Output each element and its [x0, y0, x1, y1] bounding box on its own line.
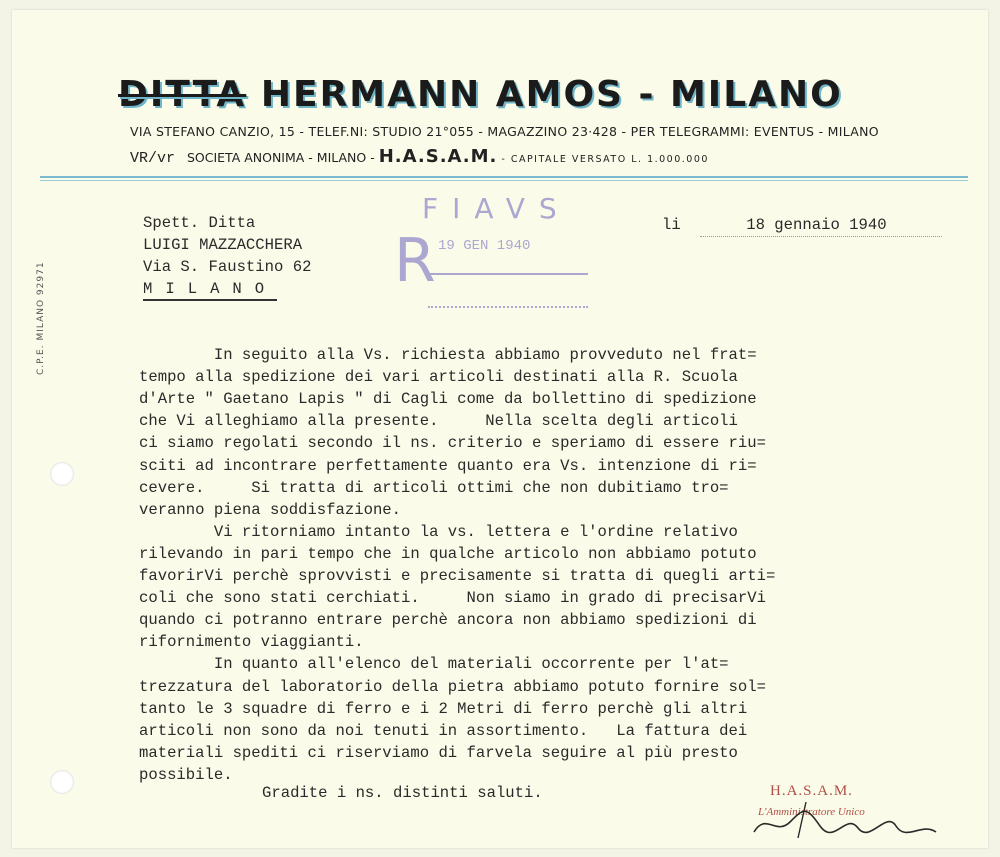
- handwritten-signature: [746, 792, 946, 842]
- body-line: cevere. Si tratta di articoli ottimi che non dubitiamo tro=: [139, 478, 729, 497]
- stamp-line: [428, 273, 588, 275]
- body-line: veranno piena soddisfazione.: [139, 500, 402, 519]
- letterhead-rule: [40, 180, 968, 181]
- signature-role: L'Amministratore Unico: [758, 806, 865, 818]
- stamp-header: FIAVS: [422, 192, 571, 225]
- recipient-city: MILANO: [143, 280, 277, 301]
- capital-text: - CAPITALE VERSATO L. 1.000.000: [501, 154, 709, 165]
- punch-hole: [50, 462, 74, 486]
- date-prefix: li: [662, 216, 681, 234]
- letterhead-company-line: [130, 146, 709, 167]
- struck-word: DITTA: [118, 74, 247, 115]
- body-line: coli che sono stati cerchiati. Non siamo in grado di precisarVi: [139, 589, 766, 608]
- body-line: articoli non sono da noi tenuti in assortimento. La fattura dei: [139, 721, 748, 740]
- recipient-street: Via S. Faustino 62: [143, 258, 312, 276]
- body-line: quando ci potranno entrare perchè ancora non abbiamo spedizioni di: [139, 611, 757, 630]
- registered-mail-stamp: [392, 188, 602, 318]
- body-line: trezzatura del laboratorio della pietra abbiamo potuto fornire sol=: [139, 677, 766, 696]
- body-line: materiali spediti ci riserviamo di farvela seguire al più presto: [139, 743, 738, 762]
- body-line: In seguito alla Vs. richiesta abbiamo provveduto nel frat=: [139, 346, 757, 364]
- closing-line: Gradite i ns. distinti saluti.: [262, 784, 543, 802]
- letterhead-contact-line: VIA STEFANO CANZIO, 15 - TELEF.NI: STUDIO 21°055 - MAGAZZINO 23·428 - PER TELEGRAMMI: EVENTUS - MILANO: [130, 124, 879, 139]
- body-line: In quanto all'elenco del materiali occorrente per l'at=: [139, 655, 729, 674]
- punch-hole: [50, 770, 74, 794]
- letterhead-rule: [40, 176, 968, 178]
- body-line: tempo alla spedizione dei vari articoli destinati alla R. Scuola: [139, 368, 738, 387]
- body-line: sciti ad incontrare perfettamente quanto era Vs. intenzione di ri=: [139, 456, 757, 475]
- brand-name: H.A.S.A.M.: [378, 146, 498, 167]
- company-type: SOCIETA ANONIMA - MILANO -: [186, 150, 375, 165]
- body-line: tanto le 3 squadre di ferro e i 2 Metri di ferro perchè gli altri: [139, 699, 748, 718]
- body-line: ci siamo regolati secondo il ns. criterio e speriamo di essere riu=: [139, 434, 766, 453]
- signature-company: H.A.S.A.M.: [770, 783, 853, 799]
- reference-initials: VR/vr: [130, 150, 176, 167]
- body-line: Vi ritorniamo intanto la vs. lettera e l'ordine relativo: [139, 522, 738, 541]
- side-print-code: C.P.E. MILANO 92971: [36, 261, 46, 375]
- recipient-city-wrap: [143, 280, 277, 298]
- letter-date: [662, 216, 887, 234]
- stamp-line: [428, 306, 588, 308]
- body-line: favorirVi perchè sprovvisti e precisamente si tratta di quegli arti=: [139, 567, 776, 585]
- letterhead-title: [118, 74, 898, 115]
- body-line: rifornimento viaggianti.: [139, 633, 364, 652]
- recipient-salutation: Spett. Ditta: [143, 214, 256, 232]
- company-name: HERMANN AMOS - MILANO: [260, 74, 843, 115]
- body-line: d'Arte " Gaetano Lapis " di Cagli come da bollettino di spedizione: [139, 390, 757, 409]
- date-value: 18 gennaio 1940: [746, 216, 887, 234]
- recipient-name: LUIGI MAZZACCHERA: [143, 236, 303, 254]
- stamp-letter: R: [394, 226, 436, 296]
- body-line: che Vi alleghiamo alla presente. Nella scelta degli articoli: [139, 412, 738, 431]
- date-underline: [700, 236, 942, 237]
- body-line: possibile.: [139, 765, 233, 784]
- stamp-date: 19 GEN 1940: [438, 238, 531, 254]
- body-line: rilevando in pari tempo che in qualche articolo non abbiamo potuto: [139, 544, 757, 563]
